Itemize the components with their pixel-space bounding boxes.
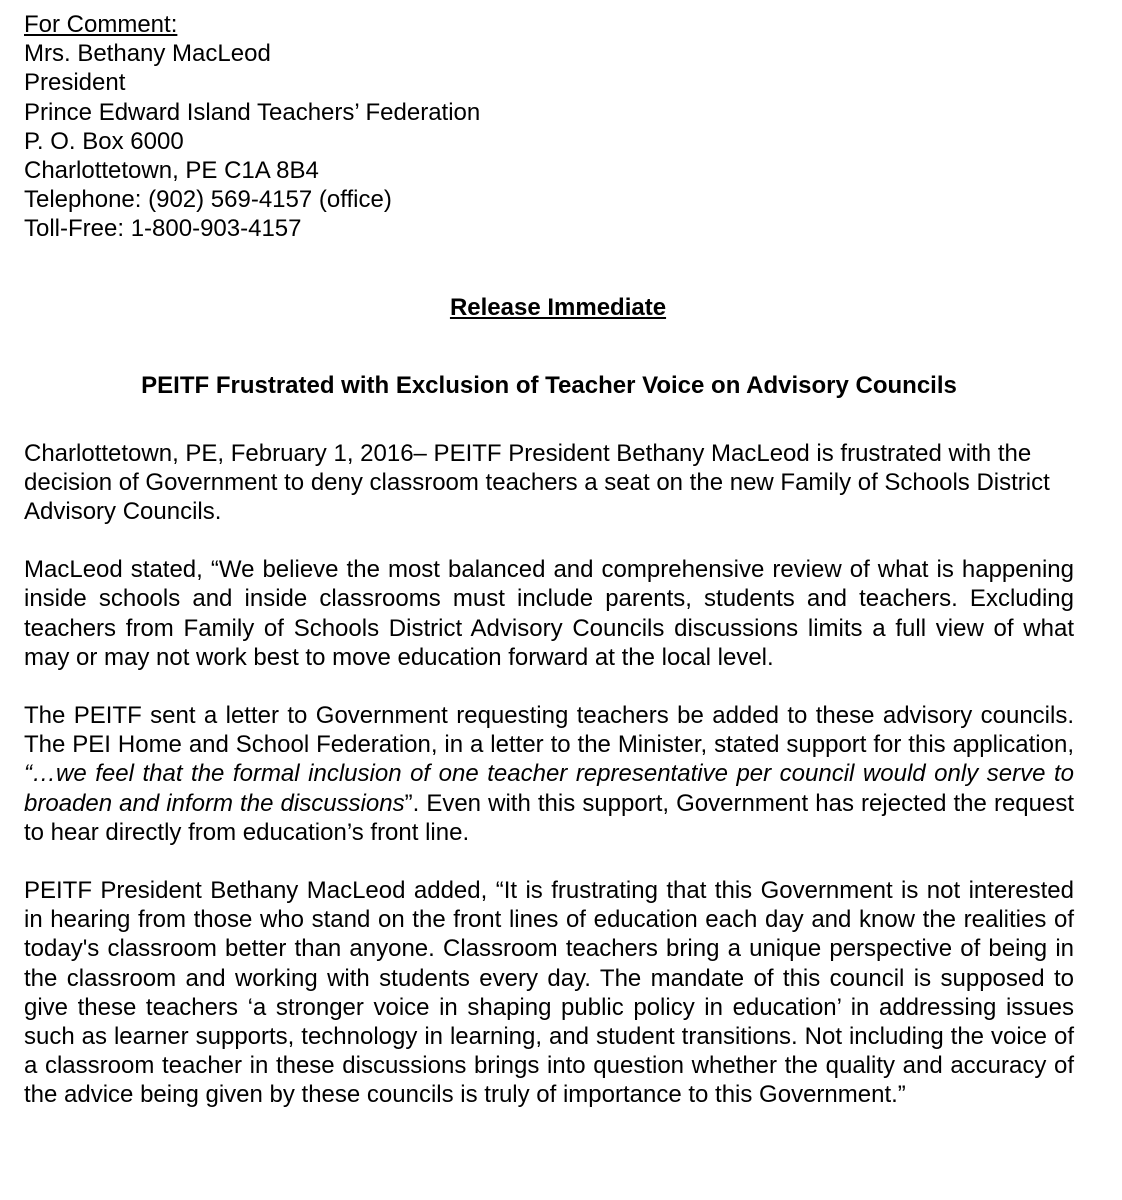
contact-name: Mrs. Bethany MacLeod — [24, 40, 271, 68]
contact-toll-free: Toll-Free: 1-800-903-4157 — [24, 215, 302, 243]
headline: PEITF Frustrated with Exclusion of Teacher Voice on Advisory Councils — [141, 371, 957, 399]
contact-title: President — [24, 69, 126, 97]
paragraph-3 — [24, 701, 1074, 847]
paragraph-3-quote: “…we feel that the formal inclusion of one teacher representative per council would only serve to broaden and inform the discussions — [24, 760, 1074, 817]
paragraph-3-end: ”. Even with this support, Government has rejected the request to hear directly from education’s front line. — [24, 789, 1075, 846]
contact-city: Charlottetown, PE C1A 8B4 — [24, 157, 319, 185]
paragraph-2: MacLeod stated, “We believe the most balanced and comprehensive review of what is happening inside schools and inside classrooms must include parents, students and teachers. Excluding teachers from Family of Schools District Advisory Councils discussions limits a full view of what may or may not work best to move education forward at the local level. — [24, 556, 1074, 671]
paragraph-4: PEITF President Bethany MacLeod added, “It is frustrating that this Government is not interested in hearing from those who stand on the front lines of education each day and know the realities of today's classroom better than anyone. Classroom teachers bring a unique perspective of being in the classroom and working with students every day. The mandate of this council is supposed to give these teachers ‘a stronger voice in shaping public policy in education’ in addressing issues such as learner supports, technology in learning, and student transitions. Not including the voice of a classroom teacher in these discussions brings into question whether the quality and accuracy of the advice being given by these councils is truly of importance to this Government.” — [24, 877, 1074, 1109]
contact-po-box: P. O. Box 6000 — [24, 127, 184, 155]
contact-block — [24, 10, 1074, 244]
release-heading — [24, 293, 1074, 322]
press-release-document — [24, 10, 1074, 1139]
contact-organization: Prince Edward Island Teachers’ Federation — [24, 98, 481, 126]
paragraph-1: Charlottetown, PE, February 1, 2016– PEITF President Bethany MacLeod is frustrated with the decision of Government to deny classroom teachers a seat on the new Family of Schools District Advisory Councils. — [24, 439, 1050, 526]
contact-telephone: Telephone: (902) 569-4157 (office) — [24, 186, 392, 214]
release-label: Release Immediate — [449, 293, 667, 321]
body-text — [24, 439, 1074, 1110]
paragraph-3-start: The PEITF sent a letter to Government requesting teachers be added to these advisory councils. The PEI Home and School Federation, in a letter to the Minister, stated support for this application, — [24, 702, 1074, 759]
for-comment-label: For Comment: — [24, 11, 178, 38]
